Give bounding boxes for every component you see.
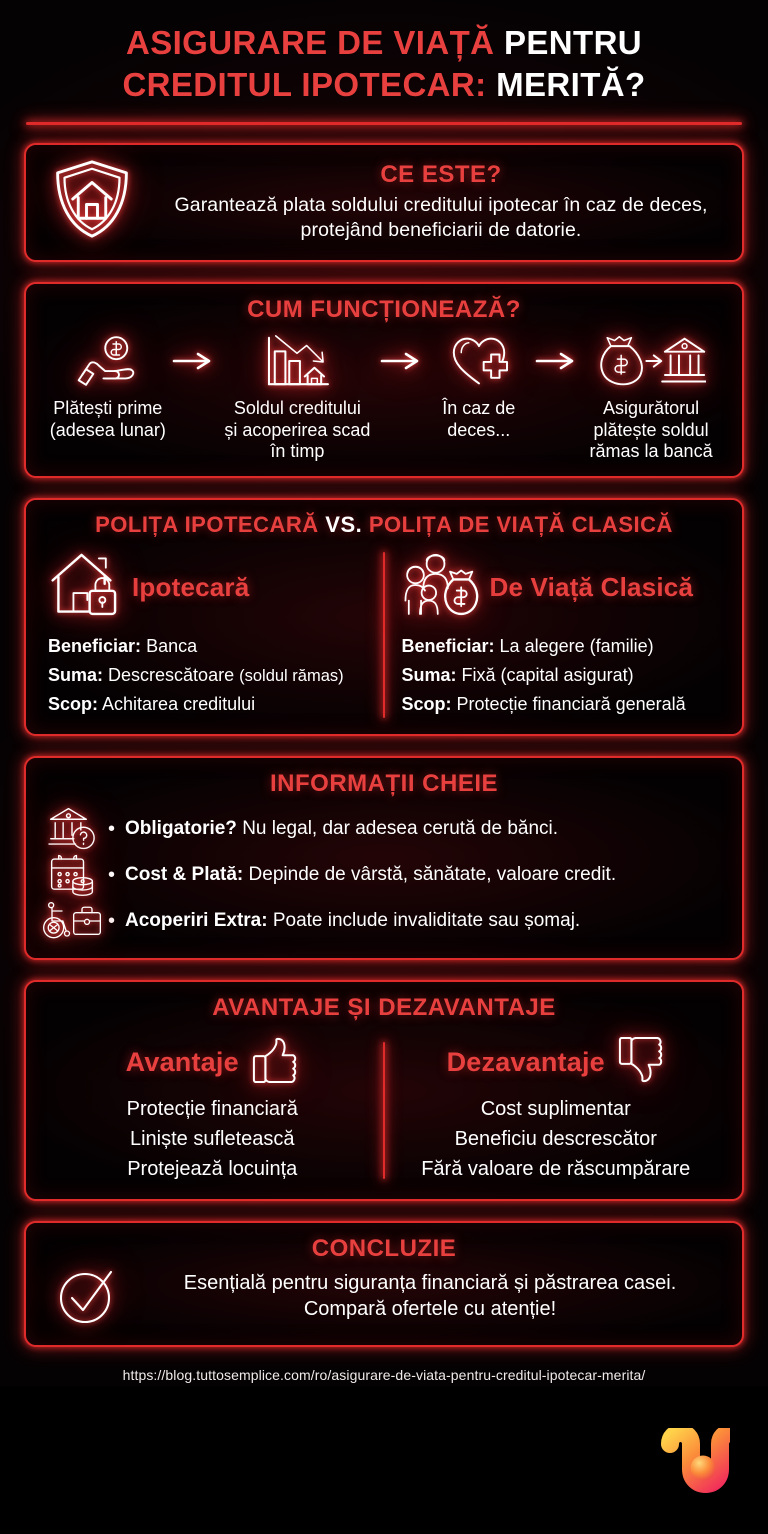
cons-column [385, 1032, 726, 1185]
row-value: Fixă (capital asigurat) [461, 665, 634, 686]
flow-step-3 [423, 332, 534, 440]
row-value: La alegere (familie) [499, 636, 654, 657]
card-how-it-works-title: CUM FUNCȚIONEAZĂ? [247, 296, 521, 324]
row-label: Beneficiar: [48, 636, 142, 657]
comparison-row [401, 632, 720, 661]
flow-step-3-label: În caz de deces... [442, 398, 516, 440]
source-url[interactable]: https://blog.tuttosemplice.com/ro/asigurare-de-viata-pentru-creditul-ipotecar-merita/ [122, 1366, 646, 1383]
card-pros-cons [24, 980, 744, 1201]
wheelchair-briefcase-icon [42, 899, 102, 943]
key-info-bold-3: Acoperiri Extra: [125, 909, 268, 931]
thumbs-down-icon [617, 1037, 665, 1088]
hand-holding-coin-icon [75, 332, 141, 390]
cons-heading: Dezavantaje [446, 1047, 605, 1078]
comparison-rows-right [401, 632, 720, 719]
comparison-heading-left: Ipotecară [132, 571, 250, 602]
cons-item: Beneficiu descrescător [454, 1128, 657, 1151]
arrow-right-icon-1 [172, 332, 216, 390]
comparison-title-vs: VS. [325, 512, 363, 538]
card-how-it-works [24, 282, 744, 478]
row-label: Scop: [401, 694, 452, 715]
key-info-rest-1: Nu legal, dar adesea cerută de bănci. [236, 817, 559, 839]
card-comparison [24, 498, 744, 735]
comparison-row [48, 690, 369, 719]
flow-steps [42, 332, 726, 462]
calendar-coins-icon [42, 852, 102, 898]
comparison-column-classic [385, 548, 726, 719]
pros-item: Liniște sufletească [129, 1128, 295, 1151]
shield-house-icon [42, 155, 142, 248]
house-lock-icon [48, 549, 122, 626]
row-value: Achitarea creditului [102, 694, 256, 715]
page-title-line-1 [26, 22, 742, 64]
cons-item: Fără valoare de răscumpărare [421, 1158, 691, 1181]
conclusion-line-2: Compară ofertele cu atenție! [303, 1297, 557, 1320]
flow-step-1-label: Plătești prime (adesea lunar) [49, 398, 166, 440]
key-info-item-2 [42, 852, 726, 898]
card-what-is-text: Garantează plata soldului creditului ipotecar în caz de deces, protejând beneficiarii de datorie. [174, 194, 708, 241]
family-money-bag-icon [401, 549, 479, 626]
card-comparison-title [42, 512, 726, 538]
title-part-red-1: ASIGURARE DE VIAȚĂ [125, 24, 495, 61]
bullet-icon: • [108, 817, 116, 840]
money-bag-to-bank-icon [596, 332, 706, 390]
pros-items [48, 1094, 377, 1185]
card-pros-cons-title: AVANTAJE ȘI DEZAVANTAJE [212, 993, 556, 1021]
row-value-note: (soldul rămas) [239, 667, 344, 686]
comparison-title-red-1: POLIȚA IPOTECARĂ [95, 512, 319, 538]
bullet-icon: • [108, 863, 116, 886]
bank-question-icon [42, 806, 102, 852]
cons-item: Cost suplimentar [480, 1097, 631, 1120]
card-key-info [24, 756, 744, 960]
row-value: Descrescătoare [108, 665, 235, 686]
comparison-row [48, 661, 369, 690]
flow-step-1 [44, 332, 172, 440]
bullet-icon: • [108, 909, 116, 932]
card-what-is-title: CE ESTE? [380, 161, 502, 189]
card-what-is [24, 143, 744, 262]
pros-item: Protejează locuința [127, 1158, 298, 1181]
row-value: Banca [146, 636, 198, 657]
comparison-column-mortgage [42, 548, 383, 719]
comparison-rows-left [48, 632, 369, 719]
key-info-bold-1: Obligatorie? [125, 817, 237, 839]
row-label: Beneficiar: [401, 636, 495, 657]
pros-column [42, 1032, 383, 1185]
title-part-white-1: PENTRU [503, 24, 643, 61]
thumbs-up-icon [251, 1037, 299, 1088]
title-part-white-2: MERITĂ? [496, 66, 646, 104]
declining-chart-house-icon [262, 332, 332, 390]
comparison-row [401, 661, 720, 690]
key-info-rest-2: Depinde de vârstă, sănătate, valoare credit. [243, 863, 617, 885]
flow-step-4 [578, 332, 724, 462]
row-label: Scop: [48, 694, 99, 715]
key-info-rest-3: Poate include invaliditate sau șomaj. [267, 909, 581, 931]
pros-item: Protecție financiară [126, 1097, 298, 1120]
title-part-red-2: CREDITUL IPOTECAR: [122, 66, 487, 104]
heart-plus-icon [449, 332, 509, 390]
flow-step-2-label: Soldul creditului și acoperirea scad în timp [224, 398, 371, 461]
card-key-info-title: INFORMAȚII CHEIE [270, 769, 498, 797]
cons-items [391, 1094, 720, 1185]
arrow-right-icon-2 [379, 332, 423, 390]
key-info-text-2 [125, 863, 616, 887]
header-divider [26, 122, 742, 125]
footer [0, 1386, 768, 1534]
flow-step-2 [215, 332, 379, 462]
comparison-row [48, 632, 369, 661]
comparison-title-red-2: POLIȚA DE VIAȚĂ CLASICĂ [368, 512, 673, 538]
key-info-item-3 [42, 898, 726, 944]
u-brand-logo [656, 1428, 730, 1506]
comparison-row [401, 690, 720, 719]
check-circle-icon [48, 1265, 126, 1327]
row-value: Protecție financiară generală [456, 694, 686, 715]
key-info-text-3 [125, 909, 580, 933]
comparison-heading-right: De Viață Clasică [489, 571, 694, 602]
key-info-text-1 [125, 817, 558, 841]
row-label: Suma: [48, 665, 104, 686]
page-title-line-2 [26, 64, 742, 106]
card-conclusion-title: CONCLUZIE [311, 1234, 457, 1262]
card-conclusion [24, 1221, 744, 1347]
key-info-bold-2: Cost & Plată: [125, 863, 244, 885]
flow-step-4-label: Asigurătorul plătește soldul rămas la bancă [589, 398, 713, 461]
header [0, 0, 768, 106]
conclusion-line-1: Esențială pentru siguranța financiară și păstrarea casei. [183, 1271, 677, 1294]
row-label: Suma: [401, 665, 457, 686]
arrow-right-icon-3 [534, 332, 578, 390]
key-info-item-1 [42, 806, 726, 852]
pros-heading: Avantaje [125, 1047, 239, 1078]
